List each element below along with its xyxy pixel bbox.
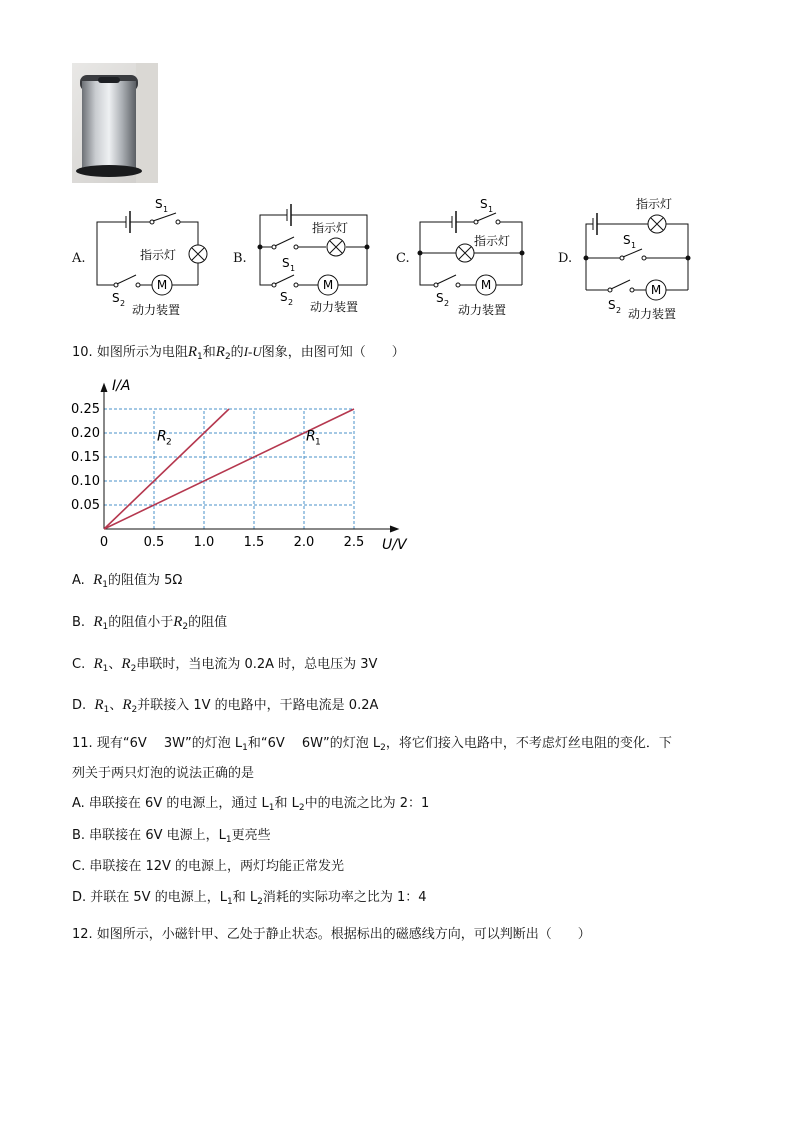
q11-option-a: A. 串联接在 6V 的电源上，通过 $L_1$和 $L_2$中的电流之比为 2：1 (72, 796, 430, 813)
lamp-symbol (648, 215, 666, 233)
y-tick-label: 0.25 (71, 402, 100, 417)
motor-label: 动力装置 (132, 303, 181, 317)
option-c-label: C. (396, 251, 410, 266)
svg-text:M: M (650, 283, 662, 297)
q10-option-b: B. $R_1$的阻值小于$R_2$的阻值 (72, 614, 228, 632)
svg-text:1: 1 (631, 241, 637, 250)
q10-option-c: C. $R_1$、$R_2$串联时，当电流为 0.2A 时，总电压为 3V (72, 656, 378, 674)
svg-text:S: S (280, 290, 288, 304)
q10-option-d: D. $R_1$、$R_2$并联接入 1V 的电路中，干路电流是 0.2A (72, 697, 379, 715)
x-tick-label: 0.5 (143, 535, 165, 550)
s1-label: S (155, 197, 163, 211)
svg-text:M: M (480, 278, 492, 292)
q10-stem: 10. 如图所示为电阻$R_1$和$R_2$的I-U图象，由图可知（ ） (72, 344, 405, 362)
q11-stem-line2: 列关于两只灯泡的说法正确的是 (72, 766, 255, 781)
q11-stem-line1: 11. 现有“6V 3W”的灯泡 $L_1$和“6V 6W”的灯泡 $L_2$，将它们接入电路中，不考虑灯丝电阻的变化．下 (72, 736, 672, 753)
y-tick-label: 0.20 (71, 426, 100, 441)
lamp-symbol (327, 238, 345, 256)
q12-stem: 12. 如图所示，小磁针甲、乙处于静止状态。根据标出的磁感线方向，可以判断出（ ） (72, 927, 591, 942)
motor-symbol-label: M (156, 278, 168, 292)
svg-text:S: S (480, 197, 488, 211)
series-line-r2 (104, 409, 229, 529)
x-axis-arrow (390, 526, 398, 532)
svg-text:动力装置: 动力装置 (628, 307, 677, 321)
circuit-diagram-d (578, 190, 713, 325)
lamp-label: 指示灯 (140, 248, 177, 262)
x-tick-label: 2.0 (293, 535, 315, 550)
series-line-r1 (104, 409, 354, 529)
x-axis-label: U/V (382, 537, 407, 553)
circuit-diagram-b (252, 195, 382, 320)
svg-text:2: 2 (444, 299, 450, 308)
y-tick-label: 0.15 (71, 450, 100, 465)
lamp-symbol (189, 245, 207, 263)
series-label-r1: R (306, 428, 316, 445)
option-a-label: A. (72, 251, 86, 266)
svg-text:S: S (282, 256, 290, 270)
svg-text:M: M (322, 278, 334, 292)
s2-label: S (112, 291, 120, 305)
circuit-diagram-c (412, 195, 542, 320)
lamp-label: 指示灯 (636, 197, 673, 211)
q11-option-c: C. 串联接在 12V 的电源上，两灯均能正常发光 (72, 859, 345, 874)
x-tick-label: 1.0 (193, 535, 215, 550)
svg-text:2: 2 (120, 299, 126, 308)
lamp-label: 指示灯 (312, 221, 349, 235)
svg-text:2: 2 (288, 298, 294, 307)
svg-text:S: S (608, 298, 616, 312)
series-label-r2: R (157, 428, 167, 445)
iu-chart (70, 378, 407, 556)
series-label-sub: 1 (315, 437, 321, 448)
x-tick-label: 0 (99, 535, 109, 550)
x-tick-label: 1.5 (243, 535, 265, 550)
y-axis-arrow (101, 384, 107, 392)
svg-text:S: S (623, 233, 631, 247)
svg-text:S: S (436, 291, 444, 305)
lamp-label: 指示灯 (474, 234, 511, 248)
svg-text:动力装置: 动力装置 (458, 303, 507, 317)
series-label-sub: 2 (166, 437, 172, 448)
svg-text:1: 1 (163, 205, 169, 214)
option-d-label: D. (558, 251, 573, 266)
q10-option-a: A. $R_1$的阻值为 5Ω (72, 572, 183, 590)
svg-text:动力装置: 动力装置 (310, 300, 359, 314)
circuit-diagram-a (66, 195, 226, 320)
y-tick-label: 0.05 (71, 498, 100, 513)
svg-text:1: 1 (290, 264, 296, 273)
x-tick-label: 2.5 (343, 535, 365, 550)
lamp-symbol (456, 244, 474, 262)
svg-text:1: 1 (488, 205, 494, 214)
y-axis-label: I/A (112, 378, 131, 394)
option-b-label: B. (233, 251, 247, 266)
trash-can-photo (72, 63, 158, 183)
q11-option-b: B. 串联接在 6V 电源上，$L_1$更亮些 (72, 828, 271, 845)
q11-option-d: D. 并联在 5V 的电源上，$L_1$和 $L_2$消耗的实际功率之比为 1：4 (72, 890, 427, 907)
svg-text:2: 2 (616, 306, 622, 315)
y-tick-label: 0.10 (71, 474, 100, 489)
